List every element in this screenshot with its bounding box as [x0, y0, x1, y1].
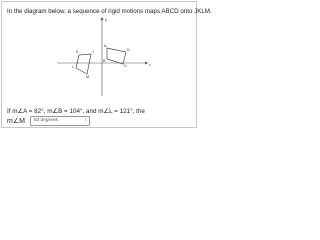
given-angles-text: If m∠A = 82°, m∠B = 104°, and m∠L = 121°, the: [7, 108, 145, 115]
coordinate-diagram: [2, 16, 202, 98]
answer-value: 53 degrees: [33, 118, 58, 123]
quadrilateral-abcd: [107, 48, 126, 64]
x-axis-arrow: [145, 62, 148, 65]
vertex-label-k: K: [76, 50, 79, 54]
vertex-label-l: L: [72, 65, 75, 69]
vertex-label-a: A: [104, 44, 107, 48]
y-axis-arrow: [101, 17, 104, 20]
chevron-updown-icon: ↕: [84, 118, 87, 123]
vertex-label-c: C: [124, 64, 127, 68]
question-card: [1, 1, 212, 128]
vertex-label-d: D: [127, 48, 130, 52]
quadrilateral-jklm: [76, 54, 91, 74]
asked-angle-label: m∠M: [7, 117, 25, 125]
question-prompt: In the diagram below, a sequence of rigid motions maps ABCD onto JKLM.: [7, 8, 212, 15]
vertex-label-j: J: [92, 50, 94, 54]
answer-dropdown[interactable]: [30, 116, 90, 126]
vertex-label-b: B: [103, 59, 106, 63]
vertex-label-m: M: [86, 75, 90, 79]
y-axis-label: y: [105, 18, 107, 22]
answer-row: [7, 116, 90, 125]
x-axis-label: x: [149, 63, 151, 67]
